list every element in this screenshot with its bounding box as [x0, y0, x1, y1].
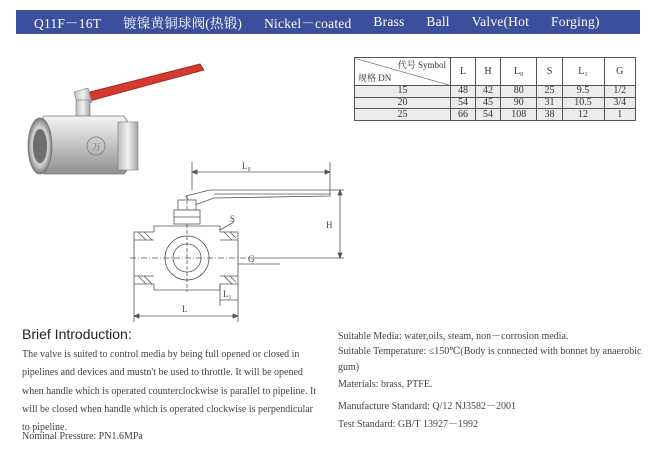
product-name-en-3: Ball: [426, 14, 450, 29]
test-standard: Test Standard: GB/T 13927－1992: [338, 419, 478, 430]
table-cell: 80: [501, 86, 537, 98]
product-name-en-5: Forging): [551, 14, 600, 29]
dimension-label-l0: L₀: [242, 161, 251, 171]
table-corner-header: [355, 58, 451, 86]
column-header: L: [451, 58, 476, 86]
suitable-temperature: Suitable Temperature: ≤150℃(Body is connected with bonnet by anaerobic gum): [338, 346, 642, 373]
table-cell: 108: [501, 109, 537, 121]
table-cell: 31: [537, 97, 562, 109]
product-name-cn: 镀镍黄铜球阀(热锻): [123, 16, 243, 31]
model-code: Q11F－16T: [34, 16, 102, 31]
table-cell: 45: [476, 97, 501, 109]
nominal-pressure: Nominal Pressure: PN1.6MPa: [22, 431, 143, 442]
dn-cell: 15: [355, 86, 451, 98]
table-cell: 9.5: [562, 86, 604, 98]
technical-drawing: [130, 160, 360, 330]
table-row: [355, 109, 636, 121]
manufacture-standard: Manufacture Standard: Q/12 NJ3582－2001: [338, 401, 517, 412]
dn-cell: 25: [355, 109, 451, 121]
dimension-label-g: G: [248, 254, 255, 264]
suitable-media: Suitable Media: water,oils, steam, non－corrosion media.: [338, 331, 569, 342]
column-header: L₀: [501, 58, 537, 86]
table-cell: 1: [604, 109, 635, 121]
table-cell: 48: [451, 86, 476, 98]
table-cell: 25: [537, 86, 562, 98]
column-header: S: [537, 58, 562, 86]
table-cell: 1/2: [604, 86, 635, 98]
product-name-en-1: Nickel－coated: [264, 16, 352, 31]
dimension-label-h: H: [326, 220, 333, 230]
spec-table: [354, 57, 636, 121]
table-cell: 90: [501, 97, 537, 109]
table-cell: 3/4: [604, 97, 635, 109]
corner-dn-label: 规格 DN: [358, 73, 392, 83]
brief-text: The valve is suited to control media by being full opened or closed in pipelines and devices and mustn't be used to throttle. It will be opened when handle which is operated counterclockwise is parallel to pipeline. It will be closed when handle which is operated clockwise is perpendicular to pipeline.: [22, 349, 317, 434]
dimension-label-l1: L₁: [223, 289, 232, 299]
materials: Materials: brass, PTFE.: [338, 379, 433, 390]
table-cell: 54: [476, 109, 501, 121]
product-name-en-4: Valve(Hot: [471, 14, 530, 29]
title-bar: [16, 10, 640, 34]
dimension-label-l: L: [182, 304, 188, 314]
table-cell: 10.5: [562, 97, 604, 109]
table-cell: 12: [562, 109, 604, 121]
table-cell: 66: [451, 109, 476, 121]
table-cell: 38: [537, 109, 562, 121]
column-header: L₁: [562, 58, 604, 86]
table-row: [355, 97, 636, 109]
product-name-en-2: Brass: [373, 14, 405, 29]
table-cell: 42: [476, 86, 501, 98]
corner-symbol-label: 代号 Symbol: [397, 60, 446, 70]
table-cell: 54: [451, 97, 476, 109]
svg-text:万: 万: [92, 142, 102, 152]
column-header: G: [604, 58, 635, 86]
dn-cell: 20: [355, 97, 451, 109]
brief-title: Brief Introduction:: [22, 326, 132, 342]
dimension-label-s: S: [230, 214, 236, 224]
column-header: H: [476, 58, 501, 86]
table-row: [355, 86, 636, 98]
